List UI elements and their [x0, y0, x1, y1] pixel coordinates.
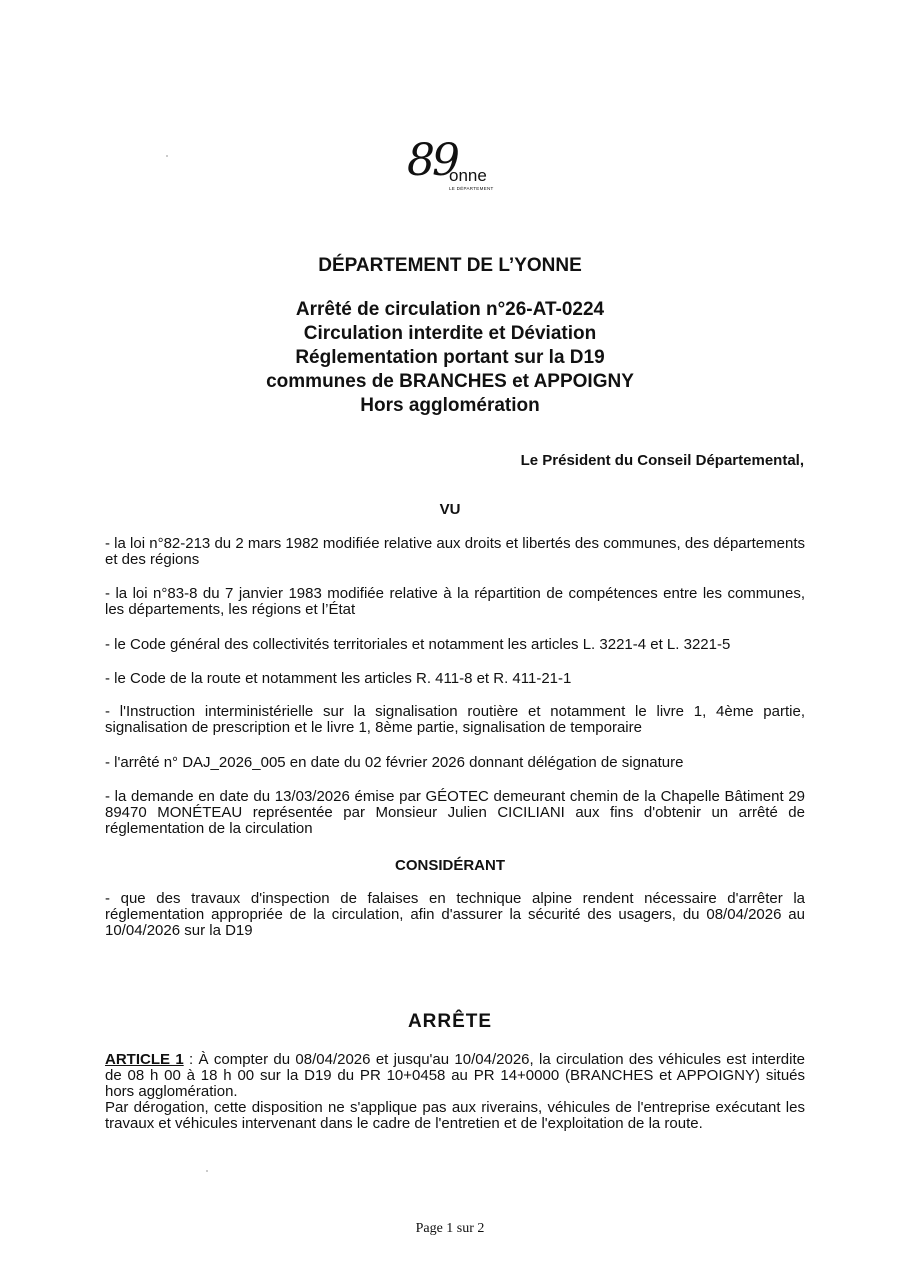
- logo-name: onne: [449, 166, 487, 185]
- page-number: Page 1 sur 2: [415, 1221, 485, 1236]
- arrete-heading: ARRÊTE: [407, 1011, 493, 1032]
- department-heading: DÉPARTEMENT DE L’YONNE: [318, 255, 582, 276]
- considerant-item-1: - que des travaux d'inspection de falaises en technique alpine rendent nécessaire d'arrêter la réglementation appropriée de la circulation, afin d'assurer la sécurité des usagers, du 08/04/2026 au 10/04/2026 sur la D19: [105, 890, 805, 939]
- title-line-4: communes de BRANCHES et APPOIGNY: [266, 371, 634, 392]
- title-line-5: Hors agglomération: [360, 395, 540, 416]
- vu-item-4: - le Code de la route et notamment les articles R. 411-8 et R. 411-21-1: [105, 670, 572, 687]
- president-line: Le Président du Conseil Départemental,: [520, 452, 804, 469]
- title-line-1: Arrêté de circulation n°26-AT-0224: [295, 299, 605, 320]
- logo-number: 89: [407, 135, 457, 186]
- vu-item-1: - la loi n°82-213 du 2 mars 1982 modifiée relative aux droits et libertés des communes, des départements et des régions: [105, 535, 805, 568]
- vu-item-3: - le Code général des collectivités territoriales et notamment les articles L. 3221-4 et L. 3221-5: [105, 636, 731, 653]
- vu-item-2: - la loi n°83-8 du 7 janvier 1983 modifiée relative à la répartition de compétences entre les communes, les départements, les régions et l’État: [105, 585, 805, 618]
- vu-item-7: - la demande en date du 13/03/2026 émise par GÉOTEC demeurant chemin de la Chapelle Bâtiment 29 89470 MONÉTEAU représentée par Monsieur Julien CICILIANI aux fins d'obtenir un arrêté de réglementation de la circulation: [105, 788, 805, 837]
- vu-item-5: - l'Instruction interministérielle sur la signalisation routière et notamment le livre 1, 4ème partie, signalisation de prescription et le livre 1, 8ème partie, signalisation de temporaire: [105, 703, 805, 736]
- vu-heading: VU: [439, 501, 461, 518]
- decree-title: [0, 298, 900, 418]
- article-1-text: : À compter du 08/04/2026 et jusqu'au 10/04/2026, la circulation des véhicules est interdite de 08 h 00 à 18 h 00 sur la D19 du PR 10+0458 au PR 14+0000 (BRANCHES et APPOIGNY) situés hors agglomération.: [105, 1051, 805, 1100]
- logo-subtitle: LE DÉPARTEMENT: [449, 186, 494, 191]
- vu-item-6: - l'arrêté n° DAJ_2026_005 en date du 02 février 2026 donnant délégation de signature: [105, 754, 684, 771]
- scan-speck: [166, 155, 168, 157]
- yonne-logo: [405, 135, 515, 215]
- article-1-derogation: Par dérogation, cette disposition ne s'applique pas aux riverains, véhicules de l'entreprise exécutant les travaux et véhicules intervenant dans le cadre de l'entretien et de l'exploitation de la route.: [105, 1099, 805, 1132]
- article-1-label: ARTICLE 1: [105, 1051, 184, 1068]
- title-line-2: Circulation interdite et Déviation: [303, 323, 597, 344]
- title-line-3: Réglementation portant sur la D19: [295, 347, 605, 368]
- scan-speck: [206, 1170, 208, 1172]
- article-1: [105, 1052, 805, 1132]
- considerant-heading: CONSIDÉRANT: [394, 857, 505, 874]
